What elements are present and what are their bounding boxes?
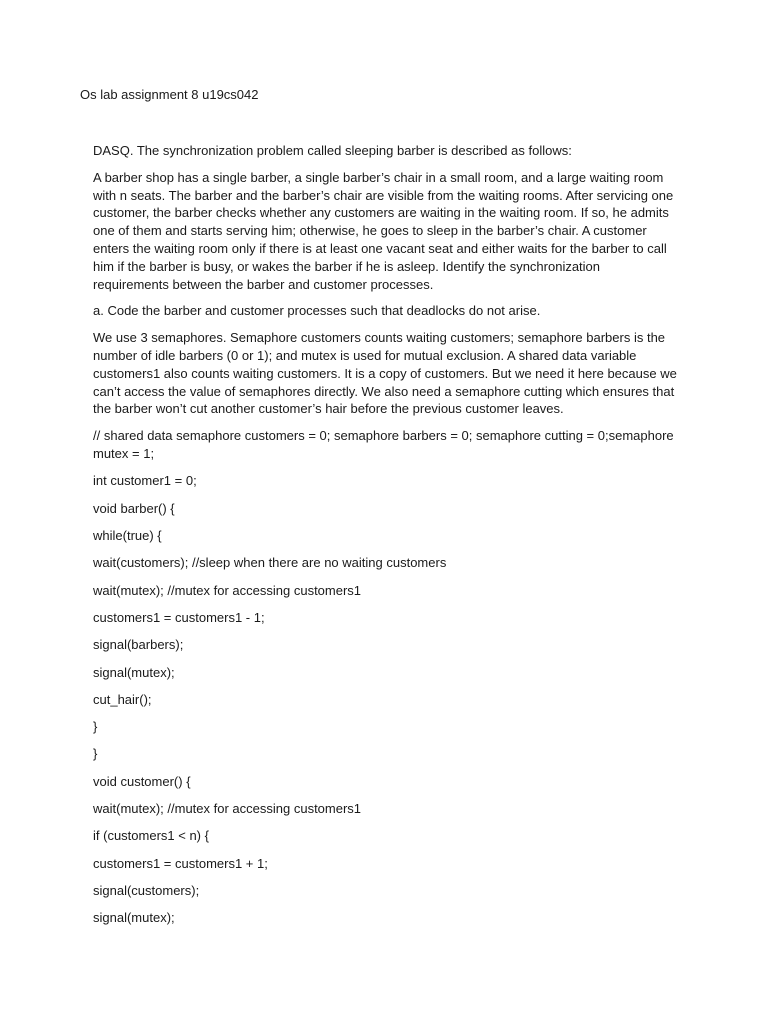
code-line-if-seats: if (customers1 < n) { [93,828,209,844]
code-line-decrement: customers1 = customers1 - 1; [93,609,265,625]
document-header: Os lab assignment 8 u19cs042 [80,87,259,102]
question-title: DASQ. The synchronization problem called sleeping barber is described as follows: [93,143,572,158]
code-line-signal-mutex: signal(mutex); [93,910,175,926]
code-line-signal-barbers: signal(barbers); [93,637,184,653]
code-line-signal-mutex: signal(mutex); [93,664,175,680]
code-line-signal-customers: signal(customers); [93,882,200,898]
code-line-shared-data: // shared data semaphore customers = 0; semaphore barbers = 0; semaphore cutting = 0;semaphore mutex = 1; [93,428,678,462]
code-line-wait-mutex: wait(mutex); //mutex for accessing customers1 [93,582,362,598]
solution-explanation: We use 3 semaphores. Semaphore customers counts waiting customers; semaphore barbers is the number of idle barbers (0 or 1); and mutex is used for mutual exclusion. A shared data variable customers1 also counts waiting customers. It is a copy of customers. But we need it here because we can’t access the value of semaphores directly. We also need a semaphore cutting which ensures that the barber won’t cut another customer’s hair before the previous customer leaves. [93,330,677,417]
problem-description: A barber shop has a single barber, a single barber’s chair in a small room, and a large waiting room with n seats. The barber and the barber’s chair are visible from the waiting rooms. After servicing one customer, the barber checks whether any customers are waiting in the waiting room. If so, he admits one of them and starts serving him; otherwise, he goes to sleep in the barber’s chair. A customer enters the waiting room only if there is at least one vacant seat and either waits for the barber to call him if the barber is busy, or wakes the barber if he is asleep. Identify the synchronization requirements between the barber and customer processes. [93,169,674,292]
code-line-barber-decl: void barber() { [93,500,175,516]
code-line-while: while(true) { [93,528,162,544]
part-a-prompt: a. Code the barber and customer processes such that deadlocks do not arise. [93,303,541,319]
code-line-close-brace: } [93,719,98,735]
code-line-wait-customers: wait(customers); //sleep when there are no waiting customers [93,555,447,571]
code-line-customer-decl: void customer() { [93,773,191,789]
code-line-close-brace: } [93,746,98,762]
code-line-cut-hair: cut_hair(); [93,691,152,707]
code-line-increment: customers1 = customers1 + 1; [93,855,268,871]
code-line-customer1-init: int customer1 = 0; [93,473,197,489]
code-line-wait-mutex: wait(mutex); //mutex for accessing customers1 [93,801,362,817]
